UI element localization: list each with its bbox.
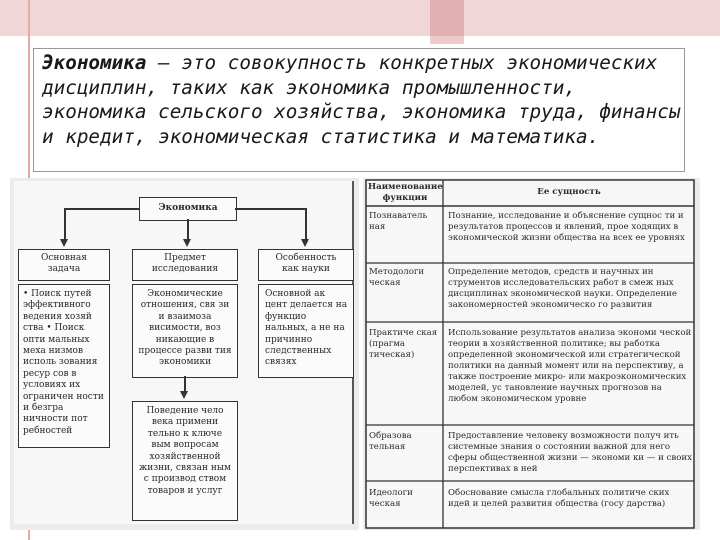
col3-header-box [258, 249, 354, 281]
table-row-name: Методологи ческая [369, 267, 425, 288]
col2-header-box [132, 249, 238, 281]
arrow-down-icon [180, 391, 188, 399]
diagram-root-label: Экономика [158, 203, 218, 213]
definition-box [33, 48, 685, 172]
table-row-name: Познаватель ная [369, 211, 428, 232]
diagram-root-box [139, 197, 237, 221]
connector [305, 208, 307, 242]
col1-header: Основная задача [41, 253, 87, 275]
table-row-text: Познание, исследование и объяснение сущнос ти и результатов процессов и явлений, прое ходящих в экономической жизни общества на всех ее уровнях [448, 211, 685, 243]
col2-header: Предмет исследования [151, 253, 219, 275]
table-header-function: Наименование функции [368, 182, 443, 203]
economics-diagram [10, 178, 359, 530]
col3-content-box [258, 284, 354, 378]
col2-content-box-2 [132, 401, 238, 521]
arrow-down-icon [183, 239, 191, 247]
col2-text2: Поведение чело века примени тельно к ключе вым вопросам хозяйственной жизни, связан ным с производ ством товаров и услуг [139, 406, 231, 496]
definition-body: – это совокупность конкретных экономических дисциплин, таких как экономика промышленности, экономика сельского хозяйства, экономика труда, финансы и кредит, экономическая статистика и математика. [42, 51, 681, 148]
decor-top-band [0, 0, 720, 36]
col3-text: Основной ак цент делается на функцио нальных, а не на причинно следственных связях [265, 289, 348, 368]
arrow-down-icon [60, 239, 68, 247]
table-row-text: Предоставление человеку возможности получ ить системные знания о состоянии важной для него сферы общественной жизни — экономи ки — и своих перспективах в ней [448, 431, 692, 474]
decor-hatch [430, 0, 464, 44]
col1-content-box [18, 284, 110, 448]
table-row-text: Использование результатов анализа экономи ческой теории в хозяйственной политике; вы работка определенной экономической или стратегической политики на данный момент или на перспективу, а также построение микро- или макроэкономических моделей, ус тановление научных прогнозов на любом экономическом уровне [448, 328, 692, 404]
connector [235, 208, 305, 210]
functions-table-scan [363, 178, 700, 530]
table-row-text: Обоснование смысла глобальных политиче ских идей и целей развития общества (госу дарства) [448, 488, 670, 509]
connector [64, 208, 139, 210]
table-row-name: Образова тельная [369, 431, 412, 452]
col2-content-box [132, 284, 238, 378]
connector [64, 208, 66, 242]
table-row-name: Практиче ская (прагма тическая) [369, 328, 438, 360]
col2-text1: Экономические отношения, свя зи и взаимоза висимости, воз никающие в процессе разви тия экономики [138, 289, 232, 368]
table-row-text: Определение методов, средств и научных ин струментов исследовательских работ в смеж ных дисциплинах экономической науки. Определение закономерностей экономическо го развития [448, 267, 677, 310]
arrow-down-icon [301, 239, 309, 247]
definition-text [42, 51, 682, 149]
table-header-essence: Ее сущность [537, 187, 601, 197]
definition-term: Экономика [42, 51, 147, 74]
col3-header: Особенность как науки [275, 253, 337, 275]
table-row-name: Идеологи ческая [369, 488, 413, 509]
col1-text: • Поиск путей эффективного ведения хозяй ства • Поиск опти мальных меха низмов исполь зования ресур сов в условиях их ограничен ности и безгра ничности пот ребностей [23, 289, 104, 436]
col1-header-box [18, 249, 110, 281]
